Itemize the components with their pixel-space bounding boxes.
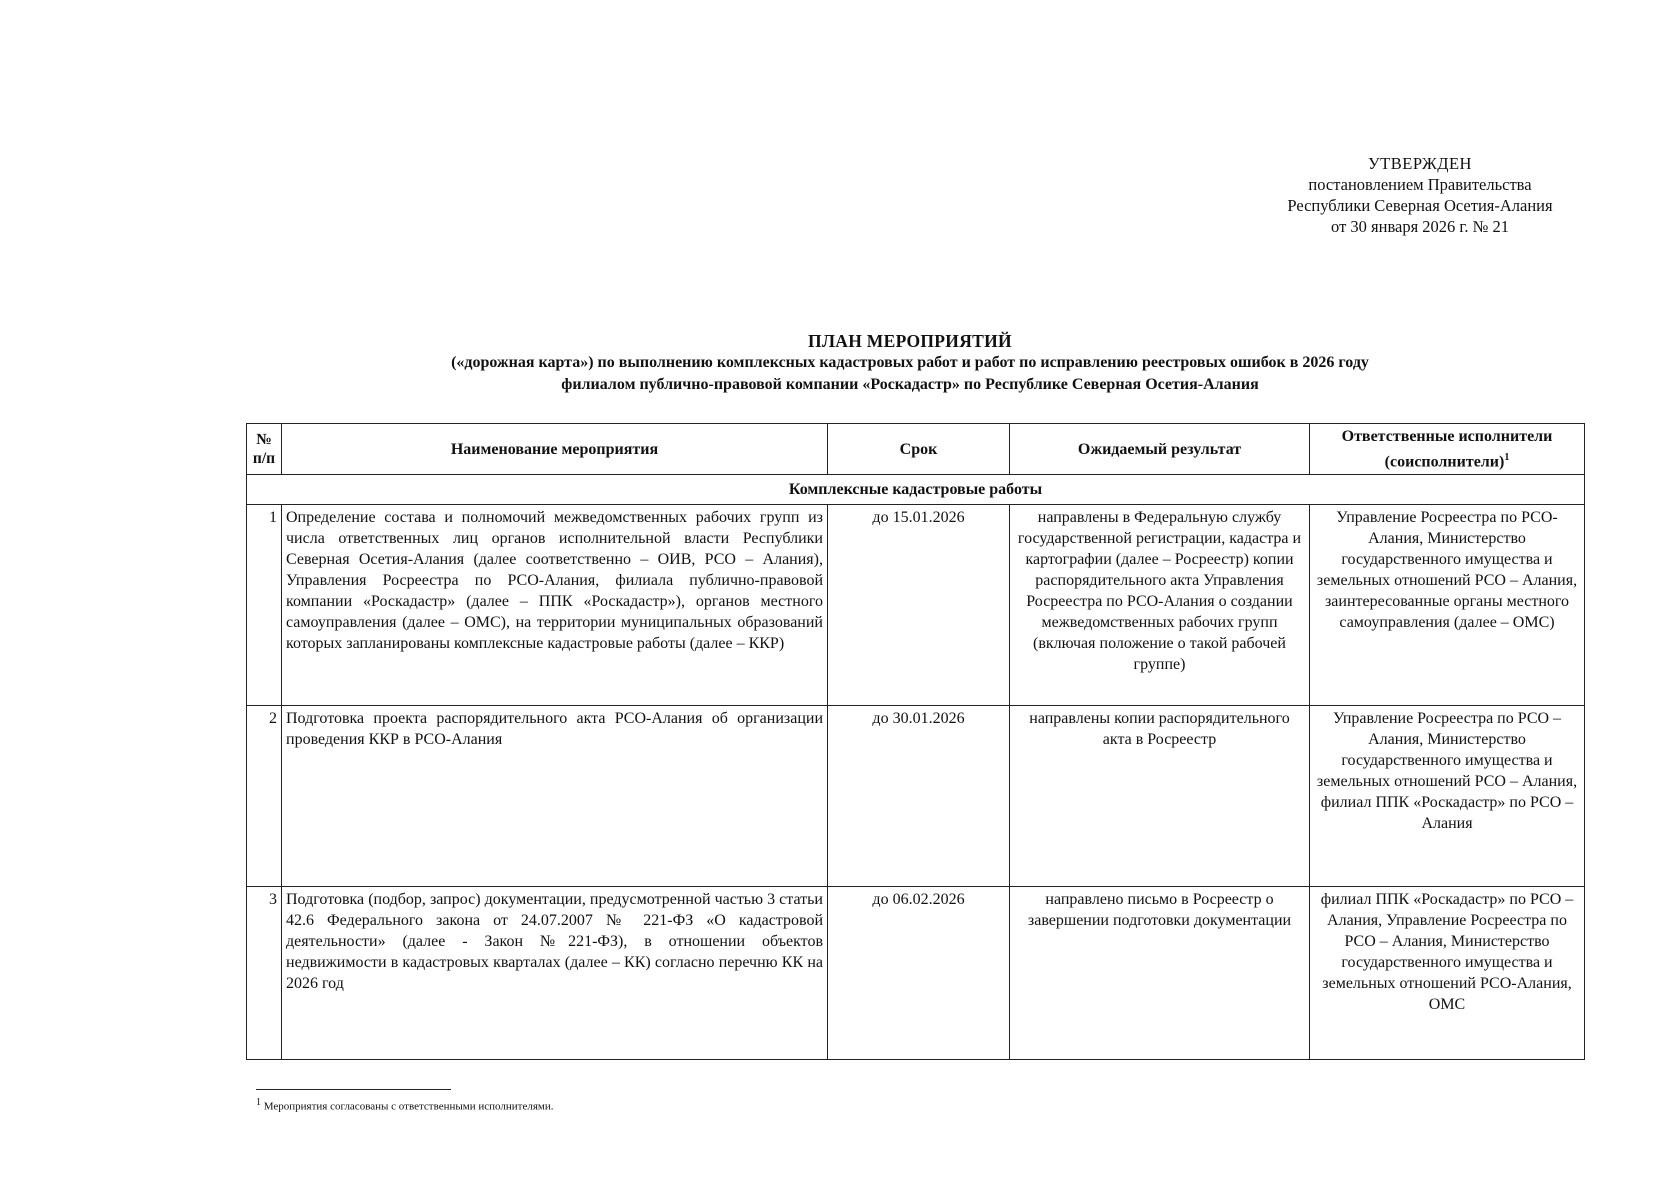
row-name: Определение состава и полномочий межведомственных рабочих групп из числа ответственных лиц органов исполнительной власти Республики Северная Осетия-Алания (далее соответственно – ОИВ, РСО – Алания), Управления Росреестра по РСО-Алания, филиала публично-правовой компании «Роскадастр» (далее – ППК «Роскадастр»), органов местного самоуправления (далее – ОМС), на территории муниципальных образований которых запланированы комплексные кадастровые работы (далее – ККР)	[282, 505, 828, 706]
footnote-text: Мероприятия согласованы с ответственными исполнителями.	[263, 1100, 554, 1113]
row-responsible: филиал ППК «Роскадастр» по РСО – Алания, Управление Росреестра по РСО – Алания, Министерство государственного имущества и земельных отношений РСО-Алания, ОМС	[1310, 887, 1585, 1060]
table-row	[247, 706, 1585, 887]
section-row	[247, 475, 1585, 505]
row-deadline: до 15.01.2026	[828, 505, 1010, 706]
row-responsible: Управление Росреестра по РСО – Алания, Министерство государственного имущества и земельных отношений РСО – Алания, филиал ППК «Роскадастр» по РСО – Алания	[1310, 706, 1585, 887]
plan-header	[240, 330, 1580, 396]
table-header-row	[247, 424, 1585, 475]
table-row	[247, 505, 1585, 706]
header-num-line-2: п/п	[252, 450, 276, 468]
header-num	[247, 424, 282, 475]
row-name: Подготовка (подбор, запрос) документации, предусмотренной частью 3 статьи 42.6 Федерального закона от 24.07.2007 № 221-ФЗ «О кадастровой деятельности» (далее - Закон №221-ФЗ), в отношении объектов недвижимости в кадастровых кварталах (далее – КК) согласно перечню КК на 2026 год	[282, 887, 828, 1060]
footnote-divider	[256, 1089, 451, 1090]
approval-line-2: Республики Северная Осетия-Алания	[1287, 196, 1553, 215]
section-title: Комплексные кадастровые работы	[247, 475, 1585, 505]
row-number: 3	[247, 887, 282, 1060]
row-name: Подготовка проекта распорядительного акта РСО-Алания об организации проведения ККР в РСО-Алания	[282, 706, 828, 887]
footnote-ref: 1	[1504, 452, 1510, 463]
header-responsible	[1310, 424, 1585, 475]
plan-subtitle-1: («дорожная карта») по выполнению комплексных кадастровых работ и работ по исправлению реестровых ошибок в 2026 году	[451, 354, 1369, 371]
approval-title: УТВЕРЖДЕН	[1368, 154, 1472, 173]
plan-title: ПЛАН МЕРОПРИЯТИЙ	[808, 331, 1012, 351]
row-result: направлены в Федеральную службу государственной регистрации, кадастра и картографии (далее – Росреестр) копии распорядительного акта Управления Росреестра по РСО-Алания о создании межведомственных рабочих групп (включая положение о такой рабочей группе)	[1010, 505, 1310, 706]
footnote	[256, 1097, 553, 1113]
approval-line-3: от 30 января 2026 г. № 21	[1331, 217, 1509, 236]
header-resp-line-1: Ответственные исполнители	[1341, 428, 1553, 445]
row-result: направлено письмо в Росреестр о завершении подготовки документации	[1010, 887, 1310, 1060]
header-result: Ожидаемый результат	[1010, 424, 1310, 475]
footnote-marker: 1	[256, 1097, 261, 1108]
row-result: направлены копии распорядительного акта в Росреестр	[1010, 706, 1310, 887]
approval-stamp	[1255, 153, 1585, 237]
plan-table	[246, 423, 1585, 1060]
header-resp-line-2	[1314, 447, 1580, 472]
table-row	[247, 887, 1585, 1060]
row-number: 1	[247, 505, 282, 706]
row-deadline: до 06.02.2026	[828, 887, 1010, 1060]
header-deadline: Срок	[828, 424, 1010, 475]
header-name: Наименование мероприятия	[282, 424, 828, 475]
header-num-line-1: №	[256, 431, 272, 449]
row-deadline: до 30.01.2026	[828, 706, 1010, 887]
approval-line-1: постановлением Правительства	[1308, 175, 1532, 194]
row-responsible: Управление Росреестра по РСО-Алания, Министерство государственного имущества и земельных отношений РСО – Алания, заинтересованные органы местного самоуправления (далее – ОМС)	[1310, 505, 1585, 706]
header-resp-text: (соисполнители)	[1384, 453, 1505, 471]
plan-subtitle-2: филиалом публично-правовой компании «Роскадастр» по Республике Северная Осетия-Алания	[561, 376, 1259, 393]
row-number: 2	[247, 706, 282, 887]
